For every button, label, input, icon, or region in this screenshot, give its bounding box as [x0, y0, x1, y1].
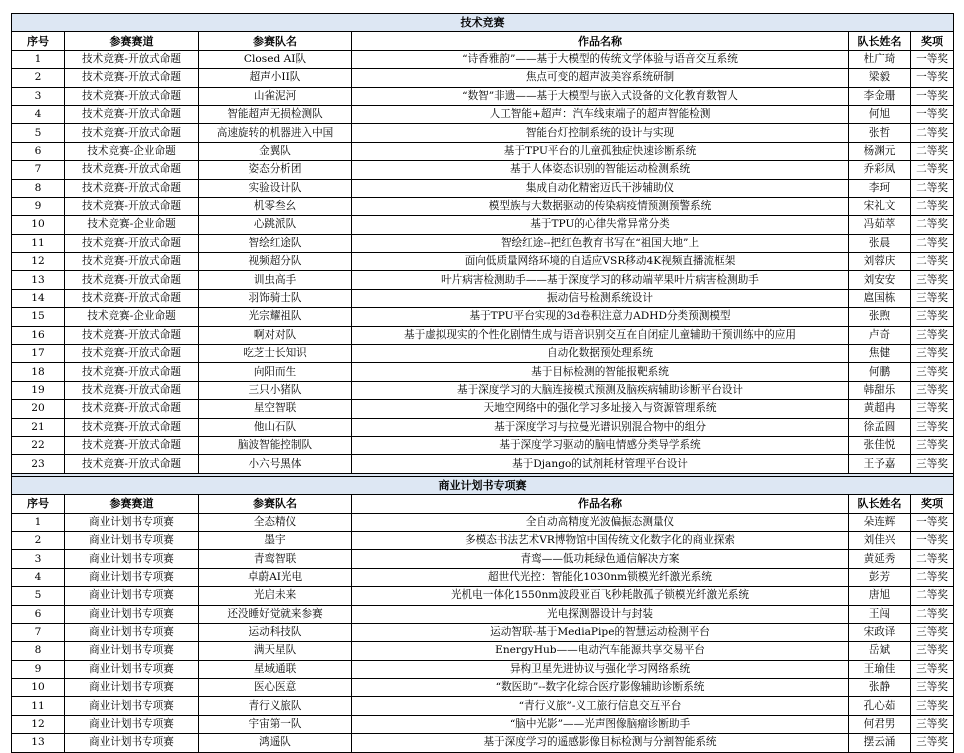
work-title-cell: 集成自动化精密迈氏干涉辅助仪 [352, 179, 849, 197]
award-cell: 三等奖 [911, 455, 954, 473]
captain-cell: 韩甜乐 [849, 381, 911, 399]
team-cell: 星空智联 [199, 400, 352, 418]
index-cell: 23 [12, 455, 65, 473]
table-row [12, 161, 954, 179]
captain-cell: 朵连辉 [849, 513, 911, 531]
table-row [12, 455, 954, 473]
work-title-cell: 基于Django的试剂耗材管理平台设计 [352, 455, 849, 473]
work-title-cell: 超世代光控：智能化1030nm锁模光纤激光系统 [352, 568, 849, 586]
captain-cell: 卢奇 [849, 326, 911, 344]
award-cell: 一等奖 [911, 69, 954, 87]
index-cell: 12 [12, 253, 65, 271]
index-cell: 3 [12, 550, 65, 568]
award-cell: 三等奖 [911, 715, 954, 733]
award-cell: 三等奖 [911, 436, 954, 454]
track-cell: 技术竞赛-开放式命题 [65, 87, 199, 105]
award-cell: 三等奖 [911, 400, 954, 418]
award-cell: 一等奖 [911, 513, 954, 531]
column-header: 序号 [12, 495, 65, 513]
work-title-cell: “数医助”--数字化综合医疗影像辅助诊断系统 [352, 679, 849, 697]
work-title-cell: 自动化数据预处理系统 [352, 345, 849, 363]
captain-cell: 张静 [849, 679, 911, 697]
index-cell: 22 [12, 436, 65, 454]
award-cell: 二等奖 [911, 587, 954, 605]
award-cell: 二等奖 [911, 550, 954, 568]
team-cell: 光启未来 [199, 587, 352, 605]
award-cell: 二等奖 [911, 568, 954, 586]
captain-cell: 何鹏 [849, 363, 911, 381]
index-cell: 12 [12, 715, 65, 733]
captain-cell: 张煦 [849, 308, 911, 326]
work-title-cell: 青鸾——低功耗绿色通信解决方案 [352, 550, 849, 568]
track-cell: 技术竞赛-开放式命题 [65, 326, 199, 344]
work-title-cell: 基于深度学习驱动的脑电情感分类导学系统 [352, 436, 849, 454]
track-cell: 技术竞赛-企业命题 [65, 216, 199, 234]
work-title-cell: 面向低质量网络环境的自适应VSR移动4K视频直播流框架 [352, 253, 849, 271]
captain-cell: 焦健 [849, 345, 911, 363]
work-title-cell: 基于人体姿态识别的智能运动检测系统 [352, 161, 849, 179]
track-cell: 技术竞赛-开放式命题 [65, 197, 199, 215]
table-row [12, 345, 954, 363]
track-cell: 商业计划书专项赛 [65, 679, 199, 697]
track-cell: 商业计划书专项赛 [65, 531, 199, 549]
captain-cell: 何君男 [849, 715, 911, 733]
track-cell: 技术竞赛-开放式命题 [65, 50, 199, 68]
table-row [12, 69, 954, 87]
table-row [12, 50, 954, 68]
track-cell: 技术竞赛-开放式命题 [65, 400, 199, 418]
index-cell: 9 [12, 197, 65, 215]
track-cell: 技术竞赛-开放式命题 [65, 179, 199, 197]
captain-cell: 王闯 [849, 605, 911, 623]
table-row [12, 253, 954, 271]
work-title-cell: 基于目标检测的智能报靶系统 [352, 363, 849, 381]
track-cell: 技术竞赛-开放式命题 [65, 253, 199, 271]
work-title-cell: 振动信号检测系统设计 [352, 289, 849, 307]
award-cell: 一等奖 [911, 531, 954, 549]
track-cell: 技术竞赛-企业命题 [65, 308, 199, 326]
captain-cell: 李金珊 [849, 87, 911, 105]
team-cell: 视频超分队 [199, 253, 352, 271]
work-title-cell: 基于TPU平台实现的3d卷积注意力ADHD分类预测模型 [352, 308, 849, 326]
captain-cell: 宋礼文 [849, 197, 911, 215]
table-row [12, 363, 954, 381]
work-title-cell: EnergyHub——电动汽车能源共享交易平台 [352, 642, 849, 660]
index-cell: 3 [12, 87, 65, 105]
index-cell: 5 [12, 587, 65, 605]
index-cell: 2 [12, 531, 65, 549]
index-cell: 2 [12, 69, 65, 87]
team-cell: 山雀泥河 [199, 87, 352, 105]
table-row [12, 568, 954, 586]
table-row [12, 550, 954, 568]
table-row [12, 679, 954, 697]
team-cell: 啊对对队 [199, 326, 352, 344]
index-cell: 20 [12, 400, 65, 418]
table-row [12, 87, 954, 105]
track-cell: 技术竞赛-开放式命题 [65, 418, 199, 436]
work-title-cell: 智绘红途--把红色教育书写在“祖国大地”上 [352, 234, 849, 252]
table-row [12, 271, 954, 289]
team-cell: 金翼队 [199, 142, 352, 160]
column-header: 序号 [12, 32, 65, 50]
work-title-cell: 人工智能+超声：汽车线束端子的超声智能检测 [352, 105, 849, 123]
award-cell: 三等奖 [911, 418, 954, 436]
team-cell: 心跳派队 [199, 216, 352, 234]
track-cell: 商业计划书专项赛 [65, 697, 199, 715]
index-cell: 10 [12, 679, 65, 697]
table-row [12, 605, 954, 623]
award-cell: 二等奖 [911, 234, 954, 252]
index-cell: 1 [12, 50, 65, 68]
award-cell: 三等奖 [911, 345, 954, 363]
track-cell: 技术竞赛-开放式命题 [65, 105, 199, 123]
captain-cell: 张佳悦 [849, 436, 911, 454]
track-cell: 技术竞赛-开放式命题 [65, 455, 199, 473]
work-title-cell: 基于虚拟现实的个性化剧情生成与语音识别交互在自闭症儿童辅助干预训练中的应用 [352, 326, 849, 344]
column-header: 奖项 [911, 495, 954, 513]
track-cell: 商业计划书专项赛 [65, 642, 199, 660]
team-cell: 还没睡好觉就来参赛 [199, 605, 352, 623]
team-cell: 鸿遥队 [199, 734, 352, 752]
table-row [12, 216, 954, 234]
work-title-cell: 多模态书法艺术VR博物馆中国传统文化数字化的商业探索 [352, 531, 849, 549]
table-row [12, 197, 954, 215]
index-cell: 10 [12, 216, 65, 234]
index-cell: 13 [12, 734, 65, 752]
team-cell: 小六号黑体 [199, 455, 352, 473]
work-title-cell: 基于TPU的心律失常异常分类 [352, 216, 849, 234]
team-cell: 他山石队 [199, 418, 352, 436]
award-cell: 三等奖 [911, 271, 954, 289]
results-table [11, 13, 954, 753]
column-header: 参赛赛道 [65, 495, 199, 513]
track-cell: 商业计划书专项赛 [65, 660, 199, 678]
team-cell: Closed AI队 [199, 50, 352, 68]
captain-cell: 刘蓉庆 [849, 253, 911, 271]
captain-cell: 杜广琦 [849, 50, 911, 68]
work-title-cell: “诗香雅韵”——基于大模型的传统文学体验与语音交互系统 [352, 50, 849, 68]
captain-cell: 扈国栋 [849, 289, 911, 307]
team-cell: 训虫高手 [199, 271, 352, 289]
team-cell: 青行义旅队 [199, 697, 352, 715]
work-title-cell: “数智”非遗——基于大模型与嵌入式设备的文化教育数智人 [352, 87, 849, 105]
work-title-cell: 基于深度学习与拉曼光谱识别混合物中的组分 [352, 418, 849, 436]
award-cell: 三等奖 [911, 697, 954, 715]
index-cell: 8 [12, 179, 65, 197]
index-cell: 6 [12, 142, 65, 160]
track-cell: 技术竞赛-开放式命题 [65, 289, 199, 307]
team-cell: 墨宇 [199, 531, 352, 549]
index-cell: 7 [12, 623, 65, 641]
team-cell: 智能超声无损检测队 [199, 105, 352, 123]
track-cell: 商业计划书专项赛 [65, 734, 199, 752]
track-cell: 技术竞赛-开放式命题 [65, 363, 199, 381]
captain-cell: 梁毅 [849, 69, 911, 87]
table-row [12, 308, 954, 326]
award-cell: 二等奖 [911, 179, 954, 197]
captain-cell: 何旭 [849, 105, 911, 123]
work-title-cell: 模型族与大数据驱动的传染病疫情预测预警系统 [352, 197, 849, 215]
captain-cell: 王予嘉 [849, 455, 911, 473]
award-cell: 三等奖 [911, 381, 954, 399]
award-cell: 一等奖 [911, 87, 954, 105]
track-cell: 技术竞赛-开放式命题 [65, 271, 199, 289]
track-cell: 技术竞赛-开放式命题 [65, 381, 199, 399]
track-cell: 商业计划书专项赛 [65, 568, 199, 586]
column-header: 参赛队名 [199, 495, 352, 513]
header-row [12, 32, 954, 50]
table-row [12, 326, 954, 344]
work-title-cell: 叶片病害检测助手——基于深度学习的移动端苹果叶片病害检测助手 [352, 271, 849, 289]
section-title-row [12, 476, 954, 494]
award-cell: 三等奖 [911, 660, 954, 678]
table-row [12, 642, 954, 660]
work-title-cell: 光机电一体化1550nm波段亚百飞秒耗散孤子锁模光纤激光系统 [352, 587, 849, 605]
captain-cell: 刘佳兴 [849, 531, 911, 549]
team-cell: 吃芝士长知识 [199, 345, 352, 363]
award-cell: 三等奖 [911, 289, 954, 307]
team-cell: 机零叁幺 [199, 197, 352, 215]
column-header: 队长姓名 [849, 32, 911, 50]
track-cell: 技术竞赛-开放式命题 [65, 69, 199, 87]
award-cell: 二等奖 [911, 124, 954, 142]
team-cell: 卓蔚AI光电 [199, 568, 352, 586]
award-cell: 二等奖 [911, 605, 954, 623]
section-title: 技术竞赛 [12, 14, 954, 32]
index-cell: 11 [12, 234, 65, 252]
captain-cell: 杨渊元 [849, 142, 911, 160]
table-row [12, 531, 954, 549]
table-row [12, 179, 954, 197]
column-header: 参赛队名 [199, 32, 352, 50]
track-cell: 技术竞赛-开放式命题 [65, 124, 199, 142]
section-title-row [12, 14, 954, 32]
track-cell: 技术竞赛-企业命题 [65, 142, 199, 160]
work-title-cell: 智能台灯控制系统的设计与实现 [352, 124, 849, 142]
team-cell: 羽饰骑士队 [199, 289, 352, 307]
table-row [12, 715, 954, 733]
work-title-cell: 基于深度学习的大脑连接模式预测及脑疾病辅助诊断平台设计 [352, 381, 849, 399]
team-cell: 高速旋转的机器进入中国 [199, 124, 352, 142]
index-cell: 19 [12, 381, 65, 399]
captain-cell: 唐旭 [849, 587, 911, 605]
team-cell: 宇宙第一队 [199, 715, 352, 733]
column-header: 参赛赛道 [65, 32, 199, 50]
column-header: 作品名称 [352, 32, 849, 50]
work-title-cell: 基于TPU平台的儿童孤独症快速诊断系统 [352, 142, 849, 160]
captain-cell: 张晨 [849, 234, 911, 252]
index-cell: 11 [12, 697, 65, 715]
award-cell: 二等奖 [911, 216, 954, 234]
team-cell: 超声小II队 [199, 69, 352, 87]
header-row [12, 495, 954, 513]
team-cell: 实验设计队 [199, 179, 352, 197]
table-row [12, 289, 954, 307]
captain-cell: 乔彩凤 [849, 161, 911, 179]
award-cell: 二等奖 [911, 161, 954, 179]
results-table-body [12, 14, 954, 753]
table-row [12, 513, 954, 531]
table-row [12, 660, 954, 678]
captain-cell: 彭芳 [849, 568, 911, 586]
track-cell: 技术竞赛-开放式命题 [65, 234, 199, 252]
results-sheet [11, 13, 953, 753]
index-cell: 5 [12, 124, 65, 142]
award-cell: 一等奖 [911, 50, 954, 68]
team-cell: 满天星队 [199, 642, 352, 660]
table-row [12, 734, 954, 752]
table-row [12, 142, 954, 160]
captain-cell: 刘安安 [849, 271, 911, 289]
table-row [12, 587, 954, 605]
track-cell: 技术竞赛-开放式命题 [65, 161, 199, 179]
table-row [12, 436, 954, 454]
captain-cell: 宋政译 [849, 623, 911, 641]
team-cell: 星域通联 [199, 660, 352, 678]
index-cell: 16 [12, 326, 65, 344]
work-title-cell: 运动智联-基于MediaPipe的智慧运动检测平台 [352, 623, 849, 641]
work-title-cell: 异构卫星先进协议与强化学习网络系统 [352, 660, 849, 678]
track-cell: 商业计划书专项赛 [65, 605, 199, 623]
captain-cell: 孔心茹 [849, 697, 911, 715]
index-cell: 21 [12, 418, 65, 436]
section-title: 商业计划书专项赛 [12, 476, 954, 494]
award-cell: 三等奖 [911, 308, 954, 326]
table-row [12, 418, 954, 436]
team-cell: 向阳而生 [199, 363, 352, 381]
index-cell: 13 [12, 271, 65, 289]
index-cell: 4 [12, 568, 65, 586]
team-cell: 医心医意 [199, 679, 352, 697]
team-cell: 姿态分析团 [199, 161, 352, 179]
award-cell: 三等奖 [911, 679, 954, 697]
table-row [12, 623, 954, 641]
work-title-cell: “青行义旅”-义工旅行信息交互平台 [352, 697, 849, 715]
team-cell: 光宗耀祖队 [199, 308, 352, 326]
index-cell: 6 [12, 605, 65, 623]
team-cell: 全态精仪 [199, 513, 352, 531]
index-cell: 17 [12, 345, 65, 363]
track-cell: 商业计划书专项赛 [65, 550, 199, 568]
award-cell: 三等奖 [911, 326, 954, 344]
captain-cell: 黄延秀 [849, 550, 911, 568]
captain-cell: 李珂 [849, 179, 911, 197]
index-cell: 8 [12, 642, 65, 660]
work-title-cell: 基于深度学习的遥感影像目标检测与分割智能系统 [352, 734, 849, 752]
award-cell: 三等奖 [911, 363, 954, 381]
team-cell: 青鸾智联 [199, 550, 352, 568]
award-cell: 二等奖 [911, 197, 954, 215]
index-cell: 1 [12, 513, 65, 531]
award-cell: 一等奖 [911, 105, 954, 123]
award-cell: 三等奖 [911, 734, 954, 752]
column-header: 奖项 [911, 32, 954, 50]
table-row [12, 234, 954, 252]
award-cell: 三等奖 [911, 642, 954, 660]
captain-cell: 摆云涌 [849, 734, 911, 752]
track-cell: 技术竞赛-开放式命题 [65, 436, 199, 454]
work-title-cell: 天地空网络中的强化学习多址接入与资源管理系统 [352, 400, 849, 418]
table-row [12, 381, 954, 399]
index-cell: 18 [12, 363, 65, 381]
table-row [12, 400, 954, 418]
captain-cell: 黄超冉 [849, 400, 911, 418]
work-title-cell: “脑中光影”——光声图像脑瘤诊断助手 [352, 715, 849, 733]
team-cell: 脑波智能控制队 [199, 436, 352, 454]
track-cell: 商业计划书专项赛 [65, 513, 199, 531]
index-cell: 15 [12, 308, 65, 326]
award-cell: 二等奖 [911, 253, 954, 271]
table-row [12, 105, 954, 123]
captain-cell: 冯茹萃 [849, 216, 911, 234]
table-row [12, 124, 954, 142]
captain-cell: 徐孟圆 [849, 418, 911, 436]
award-cell: 二等奖 [911, 142, 954, 160]
table-row [12, 697, 954, 715]
index-cell: 14 [12, 289, 65, 307]
column-header: 队长姓名 [849, 495, 911, 513]
work-title-cell: 全自动高精度光波偏振态测量仪 [352, 513, 849, 531]
captain-cell: 张哲 [849, 124, 911, 142]
column-header: 作品名称 [352, 495, 849, 513]
index-cell: 4 [12, 105, 65, 123]
track-cell: 技术竞赛-开放式命题 [65, 345, 199, 363]
work-title-cell: 焦点可变的超声波美容系统研制 [352, 69, 849, 87]
index-cell: 7 [12, 161, 65, 179]
team-cell: 运动科技队 [199, 623, 352, 641]
captain-cell: 王瑜佳 [849, 660, 911, 678]
track-cell: 商业计划书专项赛 [65, 587, 199, 605]
team-cell: 三只小猪队 [199, 381, 352, 399]
work-title-cell: 光电探测器设计与封装 [352, 605, 849, 623]
captain-cell: 岳斌 [849, 642, 911, 660]
track-cell: 商业计划书专项赛 [65, 715, 199, 733]
team-cell: 智绘红途队 [199, 234, 352, 252]
track-cell: 商业计划书专项赛 [65, 623, 199, 641]
award-cell: 三等奖 [911, 623, 954, 641]
index-cell: 9 [12, 660, 65, 678]
